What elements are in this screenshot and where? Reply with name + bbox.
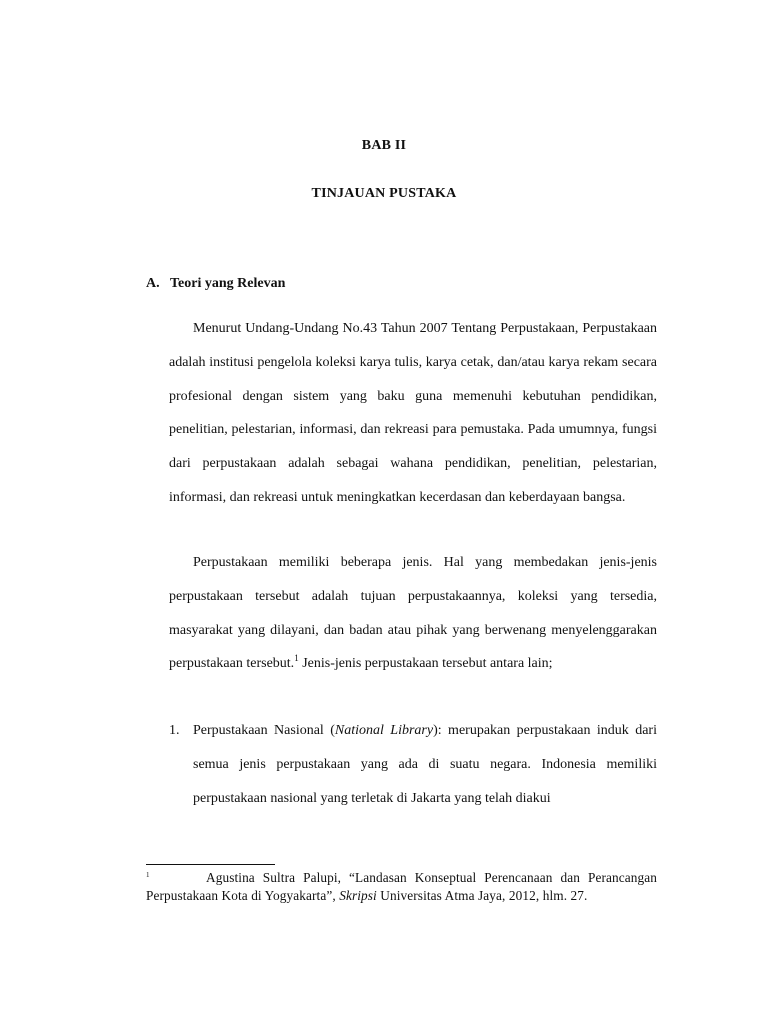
paragraph-2-text-continued: Jenis-jenis perpustakaan tersebut antara lain; (298, 656, 553, 672)
footnote (146, 869, 657, 905)
chapter-number: BAB II (361, 138, 407, 153)
list-item-text-start: Perpustakaan Nasional ( (193, 723, 335, 738)
chapter-title: TINJAUAN PUSTAKA (311, 186, 457, 201)
section-number: A. (146, 276, 160, 291)
list-item-text (193, 714, 657, 815)
paragraph-2-text: Perpustakaan memiliki beberapa jenis. Hal yang membedakan jenis-jenis perpustakaan tersebut adalah tujuan perpustakaannya, koleksi yang tersedia, masyarakat yang dilayani, dan badan atau pihak yang berwenang menyelenggarakan perpustakaan tersebut. (169, 555, 657, 672)
list-item-italic-term: National Library (334, 723, 434, 738)
paragraph-1: Menurut Undang-Undang No.43 Tahun 2007 Tentang Perpustakaan, Perpustakaan adalah institusi pengelola koleksi karya tulis, karya cetak, dan/atau karya rekam secara profesional dengan sistem yang baku guna memenuhi kebutuhan pendidikan, penelitian, pelestarian, informasi, dan rekreasi para pemustaka. Pada umumnya, fungsi dari perpustakaan adalah sebagai wahana pendidikan, penelitian, pelestarian, informasi, dan rekreasi untuk meningkatkan kecerdasan dan keberdayaan bangsa. (169, 321, 657, 505)
footnote-reference: 1 (294, 653, 299, 664)
list-item-text-end: ): merupakan perpustakaan induk dari semua jenis perpustakaan yang ada di suatu negara. Indonesia memiliki perpustakaan nasional yang terletak di Jakarta yang telah diakui (193, 723, 657, 806)
footnote-text-end: Universitas Atma Jaya, 2012, hlm. 27. (376, 888, 588, 903)
list-item-number: 1. (169, 723, 180, 738)
footnote-mark: 1 (146, 871, 150, 879)
paragraph-2 (169, 546, 657, 681)
section-title: Teori yang Relevan (170, 276, 286, 291)
footnote-italic-term: Skripsi (339, 888, 377, 903)
section-heading (146, 275, 285, 293)
list-item (169, 714, 657, 815)
footnote-separator (146, 864, 275, 865)
footnote-text-start: Agustina Sultra Palupi, “Landasan Konseptual Perencanaan dan Perancangan Perpustakaan Kota di Yogyakarta”, (146, 870, 657, 903)
